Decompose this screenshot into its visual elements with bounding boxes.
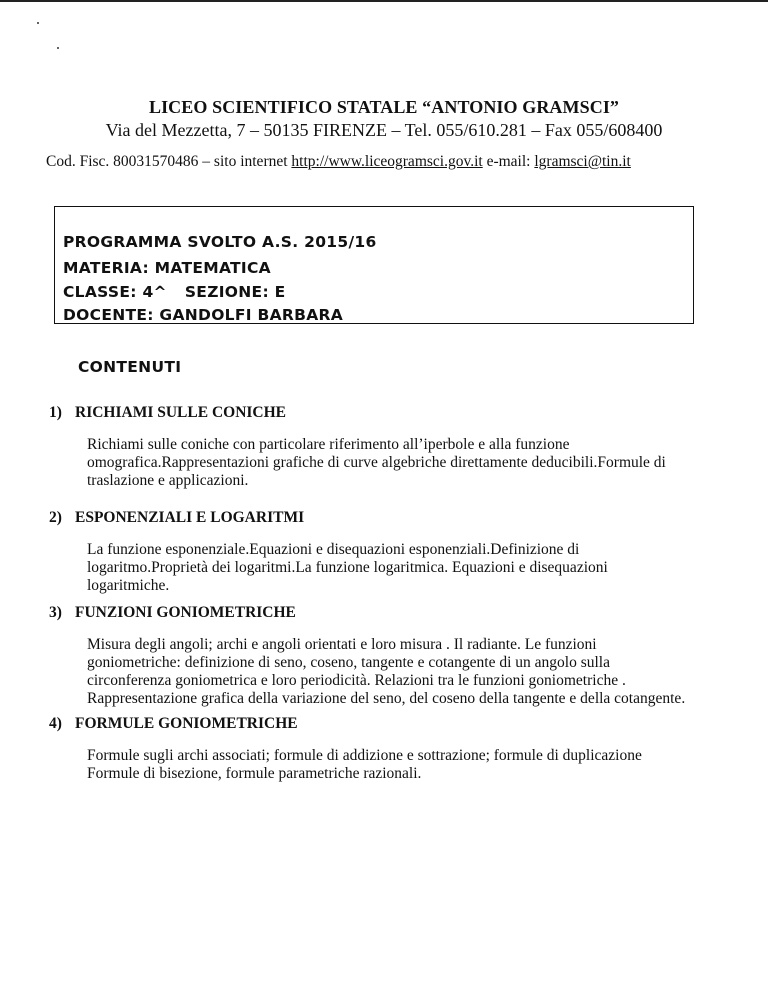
topic-title: FUNZIONI GONIOMETRICHE [75,604,296,621]
teacher: DOCENTE: GANDOLFI BARBARA [63,306,344,324]
topic-title: ESPONENZIALI E LOGARITMI [75,509,305,526]
topic-line: Formule di bisezione, formule parametriche razionali. [87,765,422,782]
topic [49,604,709,708]
class-section [63,283,286,301]
topic-number: 1) [49,404,62,421]
scan-top-edge [0,0,768,2]
topic-line: Formule sugli archi associati; formule di addizione e sottrazione; formule di duplicazione [87,747,642,764]
topic-heading [49,715,709,733]
topic-line: logaritmo.Proprietà dei logaritmi.La funzione logaritmica. Equazioni e disequazioni [87,559,608,576]
subject: MATERIA: MATEMATICA [63,259,271,277]
topic-line: omografica.Rappresentazioni grafiche di curve algebriche direttamente deducibili.Formule di [87,454,666,471]
topic-body [87,747,727,783]
topic-line: traslazione e applicazioni. [87,472,249,489]
website-link[interactable]: http://www.liceogramsci.gov.it [291,153,483,170]
scan-speck [57,47,59,49]
program-info-box [54,206,694,324]
topic-line: circonferenza goniometrica e loro periodicità. Relazioni tra le funzioni goniometriche . [87,672,626,689]
topic-line: Rappresentazione grafica della variazione del seno, del coseno della tangente e della cotangente. [87,690,686,707]
email-label: e-mail: [482,153,535,170]
topic-number: 4) [49,715,62,732]
topic-line: Misura degli angoli; archi e angoli orientati e loro misura . Il radiante. Le funzioni [87,636,597,653]
topic [49,404,709,490]
topic [49,509,709,595]
scan-speck [37,22,39,24]
topic-line: logaritmiche. [87,577,170,594]
topic-body [87,436,727,490]
topic-title: FORMULE GONIOMETRICHE [75,715,298,732]
contact-line [46,153,631,171]
topic-body [87,636,727,708]
topic-number: 2) [49,509,62,526]
topic-line: goniometriche: definizione di seno, coseno, tangente e cotangente di un angolo sulla [87,654,610,671]
topic [49,715,709,783]
section: SEZIONE: E [184,283,286,301]
topic-line: La funzione esponenziale.Equazioni e disequazioni esponenziali.Definizione di [87,541,580,558]
topic-heading [49,604,709,622]
school-name: LICEO SCIENTIFICO STATALE “ANTONIO GRAMSCI” [148,97,620,117]
school-address: Via del Mezzetta, 7 – 50135 FIRENZE – Tel. 055/610.281 – Fax 055/608400 [105,120,663,140]
topic-heading [49,404,709,422]
class: CLASSE: 4^ [63,283,167,301]
topic-body [87,541,727,595]
topic-line: Richiami sulle coniche con particolare riferimento all’iperbole e alla funzione [87,436,570,453]
topic-number: 3) [49,604,62,621]
program-year: PROGRAMMA SVOLTO A.S. 2015/16 [63,233,377,251]
letterhead [0,96,768,142]
contents-title: CONTENUTI [78,358,182,376]
fiscal-code-text: Cod. Fisc. 80031570486 – sito internet [46,153,292,170]
topic-title: RICHIAMI SULLE CONICHE [75,404,287,421]
topic-heading [49,509,709,527]
email-link[interactable]: lgramsci@tin.it [534,153,631,170]
